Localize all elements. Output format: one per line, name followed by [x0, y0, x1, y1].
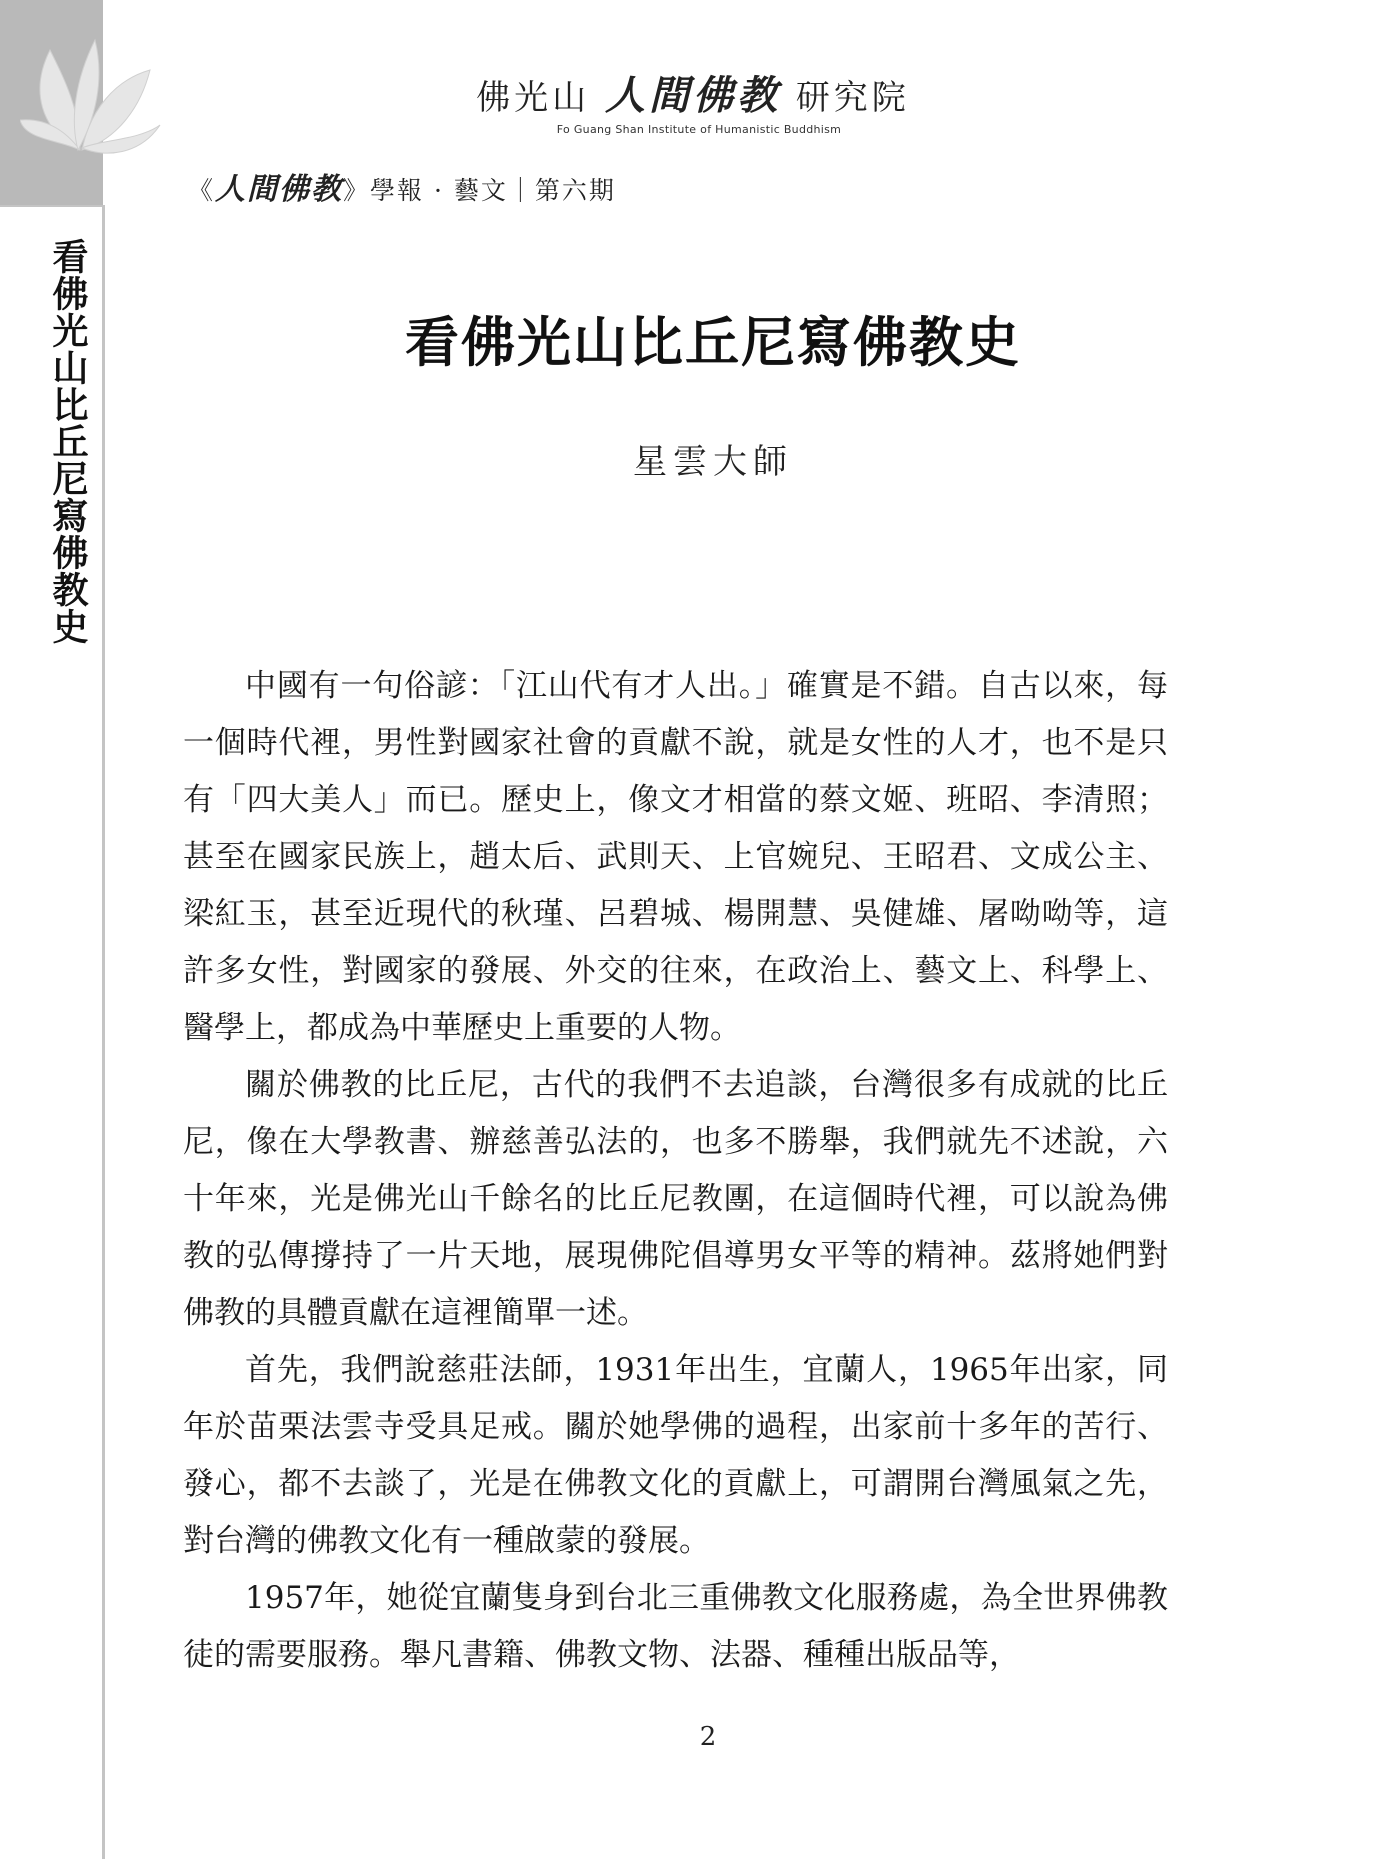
article-title: 看佛光山比丘尼寫佛教史	[405, 310, 1021, 374]
paragraph: 1957年，她從宜蘭隻身到台北三重佛教文化服務處，為全世界佛教徒的需要服務。舉凡書籍、佛教文物、法器、種種出版品等，	[183, 1580, 1168, 1673]
corner-divider	[0, 205, 103, 207]
journal-close-bracket: 》	[343, 176, 371, 205]
journal-header	[188, 164, 616, 208]
paragraph: 中國有一句俗諺：「江山代有才人出。」確實是不錯。自古以來，每一個時代裡，男性對國家社會的貢獻不說，就是女性的人才，也不是只有「四大美人」而已。歷史上，像文才相當的蔡文姬、班昭、李清照；甚至在國家民族上，趙太后、武則天、上官婉兒、王昭君、文成公主、梁紅玉，甚至近現代的秋瑾、呂碧城、楊開慧、吳健雄、屠呦呦等，這許多女性，對國家的發展、外交的往來，在政治上、藝文上、科學上、醫學上，都成為中華歷史上重要的人物。	[183, 668, 1168, 1046]
institute-english-name: Fo Guang Shan Institute of Humanistic Buddhism	[556, 123, 842, 136]
article-body	[183, 658, 1168, 1684]
institute-suffix: 研究院	[795, 78, 910, 118]
paragraph: 首先，我們說慈莊法師，1931年出生，宜蘭人，1965年出家，同年於苗栗法雲寺受具足戒。關於她學佛的過程，出家前十多年的苦行、發心，都不去談了，光是在佛教文化的貢獻上，可謂開台灣風氣之先，對台灣的佛教文化有一種啟蒙的發展。	[183, 1352, 1168, 1559]
journal-open-bracket: 《	[188, 176, 216, 205]
paragraph: 關於佛教的比丘尼，古代的我們不去追談，台灣很多有成就的比丘尼，像在大學教書、辦慈善弘法的，也多不勝舉，我們就先不述說，六十年來，光是佛光山千餘名的比丘尼教團，在這個時代裡，可以說為佛教的弘傳撐持了一片天地，展現佛陀倡導男女平等的精神。茲將她們對佛教的具體貢獻在這裡簡單一述。	[183, 1067, 1168, 1331]
institute-prefix: 佛光山	[476, 78, 591, 118]
institute-header	[0, 64, 1386, 136]
institute-brand: 人間佛教	[605, 72, 781, 119]
journal-brand: 人間佛教	[215, 172, 344, 207]
institute-name	[0, 64, 1386, 121]
journal-issue: 學報 · 藝文｜第六期	[370, 176, 616, 205]
vertical-running-title: 看佛光山比丘尼寫佛教史	[47, 238, 89, 645]
page-number: 2	[699, 1722, 717, 1752]
article-author: 星雲大師	[633, 442, 793, 482]
